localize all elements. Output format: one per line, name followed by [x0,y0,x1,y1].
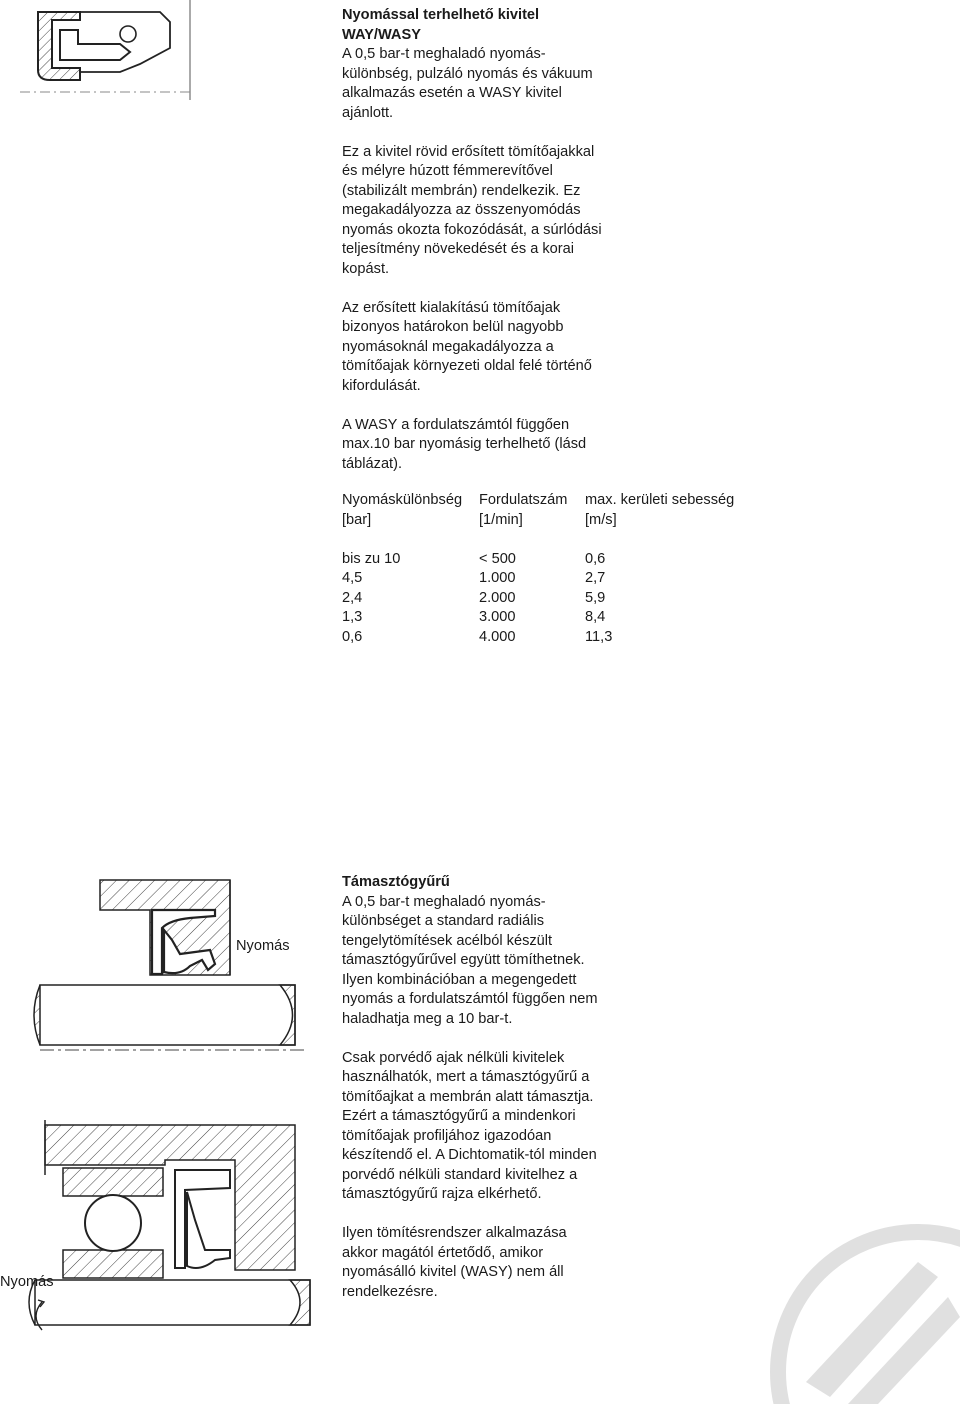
paragraph-line: kopást. [342,260,390,277]
paragraph-line: A 0,5 bar-t meghaladó nyomás- [342,46,546,62]
paragraph-line: porvédő nélküli standard kivitelhez a [342,1166,578,1183]
table-header-cell: max. kerületi sebesség [585,492,735,508]
table-cell: 2,7 [585,570,606,586]
paragraph-line: és mélyre húzott fémmerevítővel [342,163,553,179]
paragraph-line: Ilyen tömítésrendszer alkalmazása [342,1225,567,1241]
table-row [342,589,765,609]
paragraph-line: Ez a kivitel rövid erősített tömítőajakkal [342,143,595,160]
section-way-wasy [342,6,762,474]
paragraph-line: Ilyen kombinációban a megengedett [342,971,577,988]
seal-cross-section-figure [20,0,195,100]
paragraph-line: nyomás a fordulatszámtól függően nem [342,991,598,1007]
table-row [342,569,765,589]
paragraph-line: nyomásálló kivitel (WASY) nem áll [342,1264,564,1280]
paragraph-line: tömítőajkat a membrán alatt támasztja. [342,1088,594,1105]
paragraph-line: ajánlott. [342,104,394,121]
table-header-row [342,491,765,511]
table-cell: 4,5 [342,570,363,586]
support-ring-figure [40,880,305,1055]
table-cell: 4.000 [479,628,516,645]
section-support-ring [342,873,762,1302]
paragraph-line: megakadályozza az összenyomódás [342,202,581,218]
pressure-label-middle: Nyomás [236,938,290,954]
paragraph-line: (stabilizált membrán) rendelkezik. Ez [342,182,581,199]
table-cell: < 500 [479,550,516,567]
table-cell: 0,6 [585,550,606,567]
table-header-cell: [m/s] [585,511,617,528]
table-header-cell: [1/min] [479,511,523,528]
bearing-assembly-figure [35,1100,310,1330]
paragraph-line: rendelkezésre. [342,1283,438,1300]
table-cell: bis zu 10 [342,550,401,567]
paragraph-line: A 0,5 bar-t meghaladó nyomás- [342,893,546,910]
paragraph-line: A WASY a fordulatszámtól függően [342,416,570,433]
paragraph-line: készítendő el. A Dichtomatik-tól minden [342,1147,597,1163]
logo-watermark-icon [768,1222,960,1404]
paragraph-line: kifordulását. [342,377,421,394]
paragraph-line: bizonyos határokon belül nagyobb [342,319,564,335]
table-cell: 1.000 [479,570,516,586]
paragraph-line: nyomás okozta fokozódását, a súrlódási [342,221,602,238]
paragraph-line: különbség, pulzáló nyomás és vákuum [342,65,593,82]
table-cell: 8,4 [585,609,606,625]
paragraph-line: különbséget a standard radiális [342,913,545,929]
paragraph-line: tömítőajak profiljához igazodóan [342,1127,552,1144]
paragraph-line: haladhatja meg a 10 bar-t. [342,1010,513,1027]
table-cell: 2,4 [342,589,363,606]
table-cell: 3.000 [479,609,516,625]
table-row [342,628,765,648]
section-title: Nyomással terhelhető kivitel [342,7,540,23]
pressure-label-bottom: Nyomás [0,1274,54,1290]
paragraph-line: tengelytömítések acélból készült [342,932,553,949]
section-subtitle: WAY/WASY [342,26,421,43]
paragraph-line: alkalmazás esetén a WASY kivitel [342,85,562,101]
pressure-speed-table [342,491,765,647]
rotation-arrow-icon [28,1298,48,1334]
table-cell: 0,6 [342,628,363,645]
paragraph-line: táblázat). [342,455,403,472]
table-cell: 2.000 [479,589,516,606]
paragraph-line: akkor magától értetődő, amikor [342,1244,544,1261]
paragraph-line: támasztógyűrű rajza elkérhető. [342,1186,542,1202]
table-header-cell: [bar] [342,511,372,528]
paragraph-line: támasztógyűrűvel együtt tömíthetnek. [342,952,585,968]
paragraph-line: használhatók, mert a támasztógyűrű a [342,1069,590,1085]
paragraph-line: Ezért a támasztógyűrű a mindenkori [342,1108,576,1124]
table-header-cell: Fordulatszám [479,492,568,508]
table-header-cell: Nyomáskülönbség [342,492,463,508]
table-header-row [342,511,765,531]
paragraph-line: max.10 bar nyomásig terhelhető (lásd [342,436,587,452]
table-cell: 5,9 [585,589,606,606]
table-row [342,608,765,628]
section-title: Támasztógyűrű [342,874,450,890]
paragraph-line: tömítőajak környezeti oldal felé történő [342,358,592,374]
table-cell: 1,3 [342,609,363,625]
table-cell: 11,3 [585,628,613,645]
paragraph-line: nyomásoknál megakadályozza a [342,338,554,355]
paragraph-line: teljesítmény növekedését és a korai [342,241,575,257]
paragraph-line: Az erősített kialakítású tömítőajak [342,299,561,316]
paragraph-line: Csak porvédő ajak nélküli kivitelek [342,1049,565,1066]
table-row [342,550,765,570]
